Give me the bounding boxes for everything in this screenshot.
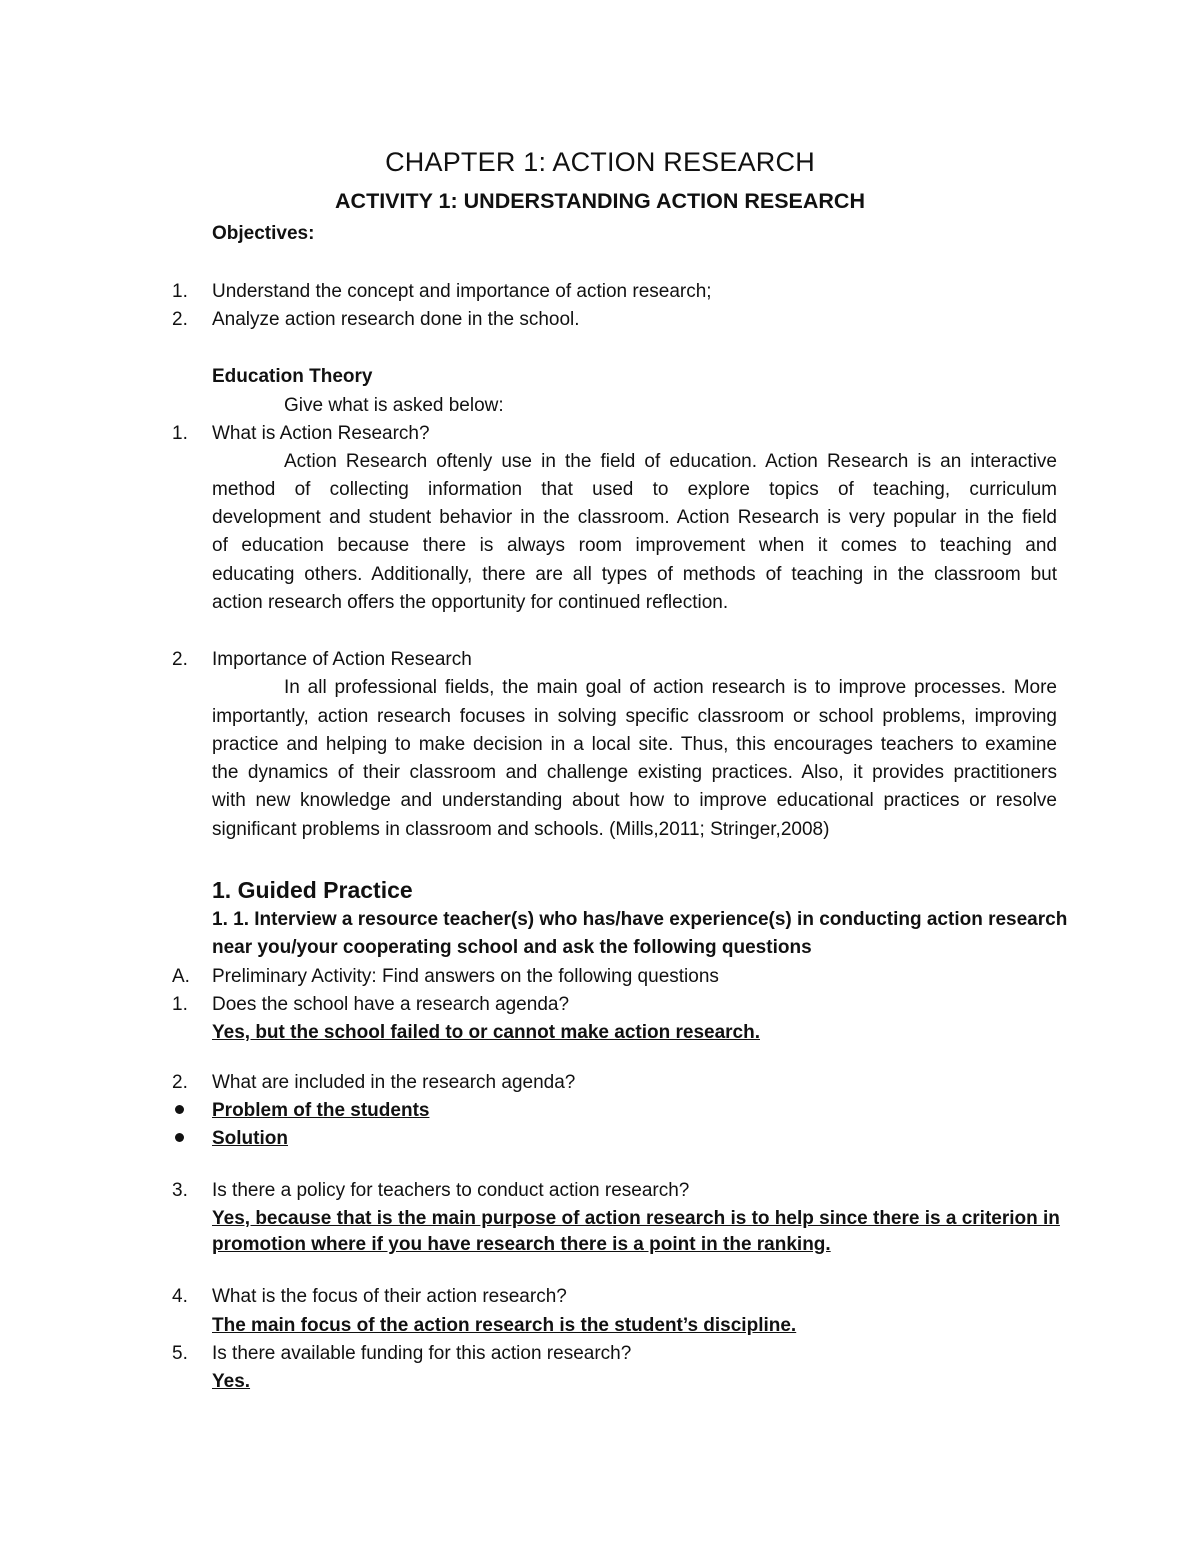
preliminary-activity: Preliminary Activity: Find answers on the following questions — [212, 966, 719, 987]
question-text: Is there a policy for teachers to conduct action research? — [212, 1180, 690, 1201]
bullet-icon — [175, 1133, 184, 1142]
paragraph-line: practice and helping to make decision in a local site. Thus, this encourages teachers to examine — [212, 734, 1057, 755]
paragraph-line: significant problems in classroom and schools. (Mills,2011; Stringer,2008) — [212, 819, 830, 840]
objective-item: Analyze action research done in the school. — [212, 309, 580, 330]
paragraph-line: of education because there is always room improvement when it comes to teaching and — [212, 535, 1057, 556]
paragraph-line: method of collecting information that used to explore topics of teaching, curriculum — [212, 479, 1057, 500]
question-number: 1. — [172, 423, 188, 444]
question-number: 5. — [172, 1343, 188, 1364]
question-number: 3. — [172, 1180, 188, 1201]
bullet-icon — [175, 1105, 184, 1114]
objective-number: 2. — [172, 309, 188, 330]
question-number: 2. — [172, 649, 188, 670]
answer-text: Yes, because that is the main purpose of action research is to help since there is a criterion in — [212, 1208, 1060, 1229]
instruction-text: Give what is asked below: — [284, 395, 504, 416]
question-text: What is Action Research? — [212, 423, 430, 444]
paragraph-line: action research offers the opportunity for continued reflection. — [212, 592, 729, 613]
question-text: Importance of Action Research — [212, 649, 472, 670]
question-number: 1. — [172, 994, 188, 1015]
answer-text: Yes, but the school failed to or cannot make action research. — [212, 1022, 760, 1043]
answer-bullet-item: Solution — [212, 1128, 288, 1149]
paragraph-line: development and student behavior in the classroom. Action Research is very popular in the field — [212, 507, 1057, 528]
question-text: Does the school have a research agenda? — [212, 994, 570, 1015]
paragraph-line: educating others. Additionally, there are all types of methods of teaching in the classroom but — [212, 564, 1057, 585]
paragraph-line: Action Research oftenly use in the field of education. Action Research is an interactive — [284, 451, 1057, 472]
objective-item: Understand the concept and importance of action research; — [212, 281, 712, 302]
answer-text: The main focus of the action research is the student’s discipline. — [212, 1315, 797, 1336]
objectives-heading: Objectives: — [212, 223, 315, 244]
question-number: 4. — [172, 1286, 188, 1307]
answer-bullet-item: Problem of the students — [212, 1100, 430, 1121]
paragraph-line: In all professional fields, the main goal of action research is to improve processes. More — [284, 677, 1057, 698]
answer-text: Yes. — [212, 1371, 251, 1392]
question-text: What is the focus of their action research? — [212, 1286, 567, 1307]
paragraph-line: with new knowledge and understanding about how to improve educational practices or resolve — [212, 790, 1057, 811]
section-letter: A. — [172, 966, 190, 987]
question-text: Is there available funding for this action research? — [212, 1343, 632, 1364]
paragraph-line: the dynamics of their classroom and challenge existing practices. Also, it provides practitioners — [212, 762, 1057, 783]
paragraph-line: importantly, action research focuses in solving specific classroom or school problems, improving — [212, 706, 1057, 727]
chapter-title: CHAPTER 1: ACTION RESEARCH — [385, 147, 815, 177]
education-theory-heading: Education Theory — [212, 366, 373, 387]
answer-text: promotion where if you have research there is a point in the ranking. — [212, 1234, 831, 1255]
guided-practice-subheading: 1. 1. Interview a resource teacher(s) who has/have experience(s) in conducting action research — [212, 909, 1068, 930]
question-number: 2. — [172, 1072, 188, 1093]
guided-practice-heading: 1. Guided Practice — [212, 877, 413, 903]
activity-title: ACTIVITY 1: UNDERSTANDING ACTION RESEARCH — [335, 189, 865, 213]
objective-number: 1. — [172, 281, 188, 302]
guided-practice-subheading: near you/your cooperating school and ask the following questions — [212, 937, 812, 958]
question-text: What are included in the research agenda? — [212, 1072, 576, 1093]
